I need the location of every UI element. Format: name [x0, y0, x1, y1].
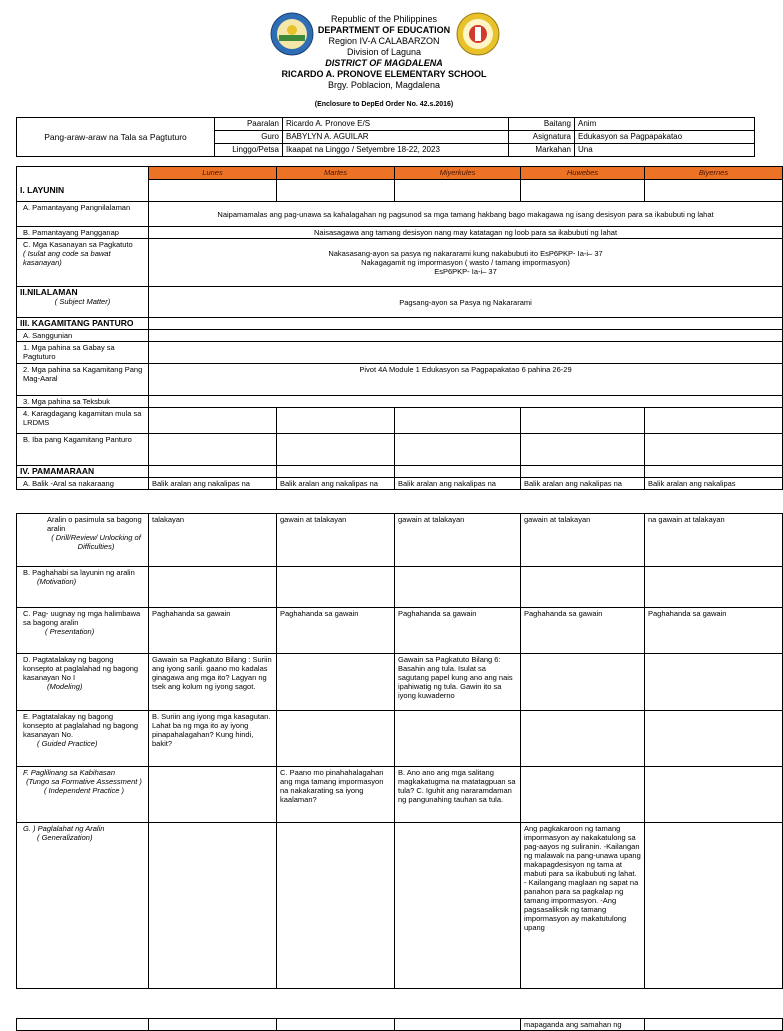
motivation-label-cell — [17, 567, 149, 608]
empty-cell — [277, 711, 395, 767]
lesson-plan-table — [16, 166, 783, 490]
lesson-plan-table-next-page — [16, 1018, 783, 1031]
modeling-wednesday: Gawain sa Pagkatuto Bilang 6: Basahin ang tula. Isulat sa sagutang papel kung ano ang nais ipahiwatig ng tula. Gawin ito sa iyong kuwaderno — [395, 654, 521, 711]
guided-practice-label: E. Pagtatalakay ng bagong konsepto at paglalahad ng bagong kasanayan No. — [23, 712, 139, 739]
independent-practice-label-cell — [17, 767, 149, 823]
linggo-value: Ikaapat na Linggo / Setyembre 18-22, 2023 — [283, 144, 509, 157]
presentation-tuesday: Paghahanda sa gawain — [277, 608, 395, 654]
empty-cell — [395, 408, 521, 434]
empty-cell — [395, 1019, 521, 1031]
motivation-note: (Motivation) — [37, 577, 77, 586]
empty-cell — [645, 180, 783, 202]
balik-aral-wednesday: Balik aralan ang nakalipas na — [395, 478, 521, 490]
presentation-monday: Paghahanda sa gawain — [149, 608, 277, 654]
gabay-label: 1. Mga pahina sa Gabay sa Pagtuturo — [17, 342, 149, 364]
blank-header-cell — [17, 167, 149, 180]
kasanayan-label-cell — [17, 239, 149, 287]
empty-cell — [149, 408, 277, 434]
pamantayang-pangnilalaman-text: Naipamamalas ang pag-unawa sa kahalagahan ng pagsunod sa mga tamang hakbang bago makagawa ng isang desisyon para sa ikabubuti ng lahat — [149, 202, 783, 227]
empty-cell — [395, 567, 521, 608]
kasanayan-line: EsP6PKP- Ia-i– 37 — [434, 267, 497, 276]
kasanayan-line: Nakasasang-ayon sa pasya ng nakararami kung nakabubuti ito EsP6PKP- Ia-i– 37 — [328, 249, 603, 258]
kagamitan-title: III. KAGAMITANG PANTURO — [17, 318, 149, 330]
empty-cell — [149, 823, 277, 989]
empty-cell — [149, 330, 783, 342]
generalization-label-cell — [17, 823, 149, 989]
baitang-value: Anim — [575, 118, 755, 131]
empty-cell — [521, 767, 645, 823]
balik-aral-thursday: Balik aralan ang nakalipas na — [521, 478, 645, 490]
balik-aral-label: A. Balik -Aral sa nakaraang — [17, 478, 149, 490]
markahan-value: Una — [575, 144, 755, 157]
empty-cell — [645, 823, 783, 989]
header-line-address: Brgy. Poblacion, Magdalena — [328, 80, 440, 90]
asignatura-value: Edukasyon sa Pagpapakatao — [575, 131, 755, 144]
empty-cell — [277, 434, 395, 466]
nilalaman-note: ( Subject Matter) — [54, 297, 111, 306]
independent-practice-label: F. Paglilinang sa Kabihasan — [23, 768, 116, 777]
pamantayang-pangganap-label: B. Pamantayang Pangganap — [17, 227, 149, 239]
generalization-note: ( Generalization) — [37, 833, 93, 842]
lrdms-label: 4. Karagdagang kagamitan mula sa LRDMS — [17, 408, 149, 434]
generalization-label: G. ) Paglalahat ng Aralin — [23, 824, 105, 833]
guided-practice-monday: B. Suriin ang iyong mga kasagutan. Lahat ba ng mga ito ay iyong pinapahalagahan? Kung hindi, bakit? — [149, 711, 277, 767]
drill-friday: na gawain at talakayan — [645, 514, 783, 567]
empty-cell — [521, 434, 645, 466]
nilalaman-text: Pagsang-ayon sa Pasya ng Nakararami — [149, 287, 783, 318]
markahan-label: Markahan — [509, 144, 575, 157]
paaralan-value: Ricardo A. Pronove E/S — [283, 118, 509, 131]
linggo-label: Linggo/Petsa — [215, 144, 283, 157]
pivot-module-text: Pivot 4A Module 1 Edukasyon sa Pagpapakatao 6 pahina 26-29 — [149, 364, 783, 396]
balik-aral-monday: Balik aralan ang nakalipas na — [149, 478, 277, 490]
presentation-note: ( Presentation) — [45, 627, 95, 636]
enclosure-note: (Enclosure to DepEd Order No. 42.s.2016) — [314, 101, 454, 108]
empty-cell — [645, 408, 783, 434]
empty-cell — [149, 1019, 277, 1031]
empty-cell — [645, 567, 783, 608]
independent-practice-note2: ( Independent Practice ) — [43, 786, 125, 795]
header-line-republic: Republic of the Philippines — [330, 14, 438, 24]
day-header: Lunes — [149, 167, 277, 180]
day-header: Biyernes — [645, 167, 783, 180]
presentation-wednesday: Paghahanda sa gawain — [395, 608, 521, 654]
empty-cell — [149, 396, 783, 408]
kasanayan-line: Nakagagamit ng impormasyon ( wasto / tamang impormasyon) — [361, 258, 570, 267]
empty-cell — [17, 1019, 149, 1031]
drill-tuesday: gawain at talakayan — [277, 514, 395, 567]
day-header: Huwebes — [521, 167, 645, 180]
empty-cell — [645, 654, 783, 711]
header-line-district: DISTRICT OF MAGDALENA — [325, 58, 443, 68]
pamantayang-pangganap-text: Naisasagawa ang tamang desisyon nang may katatagan ng loob para sa ikabubuti ng lahat — [149, 227, 783, 239]
generalization-thursday: Ang pagkakaroon ng tamang impormasyon ay nakakatulong sa pag-aayos ng suliranin. -Kailangan ng malawak na pang-unawa upang makapagdesisyon ng tama at mabuti para sa ikabubuti ng lahat. - Kailangang maglaan ng sapat na panahon para sa pagkalap ng tamang impormasyon. -Ang pagsasaliksik ng tamang impormasyon ay makatutulong upang — [521, 823, 645, 989]
guro-value: BABYLYN A. AGUILAR — [283, 131, 509, 144]
empty-cell — [395, 711, 521, 767]
empty-cell — [395, 823, 521, 989]
sanggunian-label: A. Sanggunian — [17, 330, 149, 342]
empty-cell — [645, 1019, 783, 1031]
independent-practice-wednesday: B. Ano ano ang mga salitang magkakatugma na matatagpuan sa tula? C. Iguhit ang nararamdaman ng pangunahing tauhan sa tula. — [395, 767, 521, 823]
pamantayang-pangnilalaman-label: A. Pamantayang Pangnilalaman — [17, 202, 149, 227]
empty-cell — [395, 466, 521, 478]
drill-monday: talakayan — [149, 514, 277, 567]
guro-label: Guro — [215, 131, 283, 144]
info-table — [16, 117, 755, 157]
empty-cell — [521, 408, 645, 434]
empty-cell — [149, 318, 783, 330]
presentation-label: C. Pag- uugnay ng mga halimbawa sa bagong aralin — [23, 609, 141, 627]
kasanayan-text-cell — [149, 239, 783, 287]
empty-cell — [277, 1019, 395, 1031]
drill-label-cell — [17, 514, 149, 567]
empty-cell — [277, 654, 395, 711]
empty-cell — [149, 567, 277, 608]
empty-cell — [645, 711, 783, 767]
modeling-monday: Gawain sa Pagkatuto Bilang : Suriin ang iyong sarili. gaano mo kadalas ginagawa ang mga ito? Lagyan ng tsek ang kolum ng iyong sagot. — [149, 654, 277, 711]
next-page-thursday: mapaganda ang samahan ng — [521, 1019, 645, 1031]
teksbuk-label: 3. Mga pahina sa Teksbuk — [17, 396, 149, 408]
empty-cell — [277, 567, 395, 608]
pamamaraan-title: IV. PAMAMARAAN — [17, 466, 149, 478]
empty-cell — [277, 180, 395, 202]
header-line-region: Region IV-A CALABARZON — [328, 36, 440, 46]
presentation-label-cell — [17, 608, 149, 654]
iba-pang-kagamitan-label: B. Iba pang Kagamitang Panturo — [17, 434, 149, 466]
lesson-plan-table-continued — [16, 513, 783, 989]
independent-practice-tuesday: C. Paano mo pinahahalagahan ang mga tamang impormasyon na nakakarating sa iyong kaalaman? — [277, 767, 395, 823]
paaralan-label: Paaralan — [215, 118, 283, 131]
empty-cell — [521, 180, 645, 202]
header-line-school: RICARDO A. PRONOVE ELEMENTARY SCHOOL — [281, 69, 487, 79]
empty-cell — [395, 434, 521, 466]
empty-cell — [149, 466, 277, 478]
empty-cell — [645, 434, 783, 466]
layunin-title: I. LAYUNIN — [17, 180, 149, 202]
drill-wednesday: gawain at talakayan — [395, 514, 521, 567]
empty-cell — [149, 180, 277, 202]
empty-cell — [645, 767, 783, 823]
kagamitang-pang-mag-aaral-label: 2. Mga pahina sa Kagamitang Pang Mag-Aaral — [17, 364, 149, 396]
balik-aral-friday: Balik aralan ang nakalipas — [645, 478, 783, 490]
presentation-thursday: Paghahanda sa gawain — [521, 608, 645, 654]
kasanayan-note: ( Isulat ang code sa bawat kasanayan) — [23, 249, 111, 267]
empty-cell — [149, 342, 783, 364]
empty-cell — [277, 823, 395, 989]
drill-note: ( Drill/Review/ Unlocking of Difficulties) — [51, 533, 141, 551]
day-header: Miyerkules — [395, 167, 521, 180]
empty-cell — [521, 711, 645, 767]
header-line-division: Division of Laguna — [346, 47, 422, 57]
modeling-note: (Modeling) — [47, 682, 83, 691]
motivation-label: B. Paghahabi sa layunin ng aralin — [23, 568, 135, 577]
nilalaman-label-cell — [17, 287, 149, 318]
empty-cell — [149, 767, 277, 823]
empty-cell — [521, 654, 645, 711]
kasanayan-label: C. Mga Kasanayan sa Pagkatuto — [23, 240, 133, 249]
empty-cell — [277, 408, 395, 434]
dll-title: Pang-araw-araw na Tala sa Pagtuturo — [17, 118, 215, 157]
drill-label: Aralin o pasimula sa bagong aralin — [47, 515, 142, 533]
drill-thursday: gawain at talakayan — [521, 514, 645, 567]
empty-cell — [149, 434, 277, 466]
empty-cell — [645, 466, 783, 478]
presentation-friday: Paghahanda sa gawain — [645, 608, 783, 654]
empty-cell — [277, 466, 395, 478]
asignatura-label: Asignatura — [509, 131, 575, 144]
nilalaman-title: II.NILALAMAN — [20, 287, 78, 297]
modeling-label: D. Pagtatalakay ng bagong konsepto at paglalahad ng bagong kasanayan No I — [23, 655, 139, 682]
header-line-department: DEPARTMENT OF EDUCATION — [317, 25, 451, 35]
empty-cell — [395, 180, 521, 202]
balik-aral-tuesday: Balik aralan ang nakalipas na — [277, 478, 395, 490]
baitang-label: Baitang — [509, 118, 575, 131]
independent-practice-note1: (Tungo sa Formative Assessment ) — [26, 777, 142, 786]
guided-practice-note: ( Guided Practice) — [37, 739, 98, 748]
empty-cell — [521, 466, 645, 478]
empty-cell — [521, 567, 645, 608]
day-header: Martes — [277, 167, 395, 180]
modeling-label-cell — [17, 654, 149, 711]
guided-practice-label-cell — [17, 711, 149, 767]
